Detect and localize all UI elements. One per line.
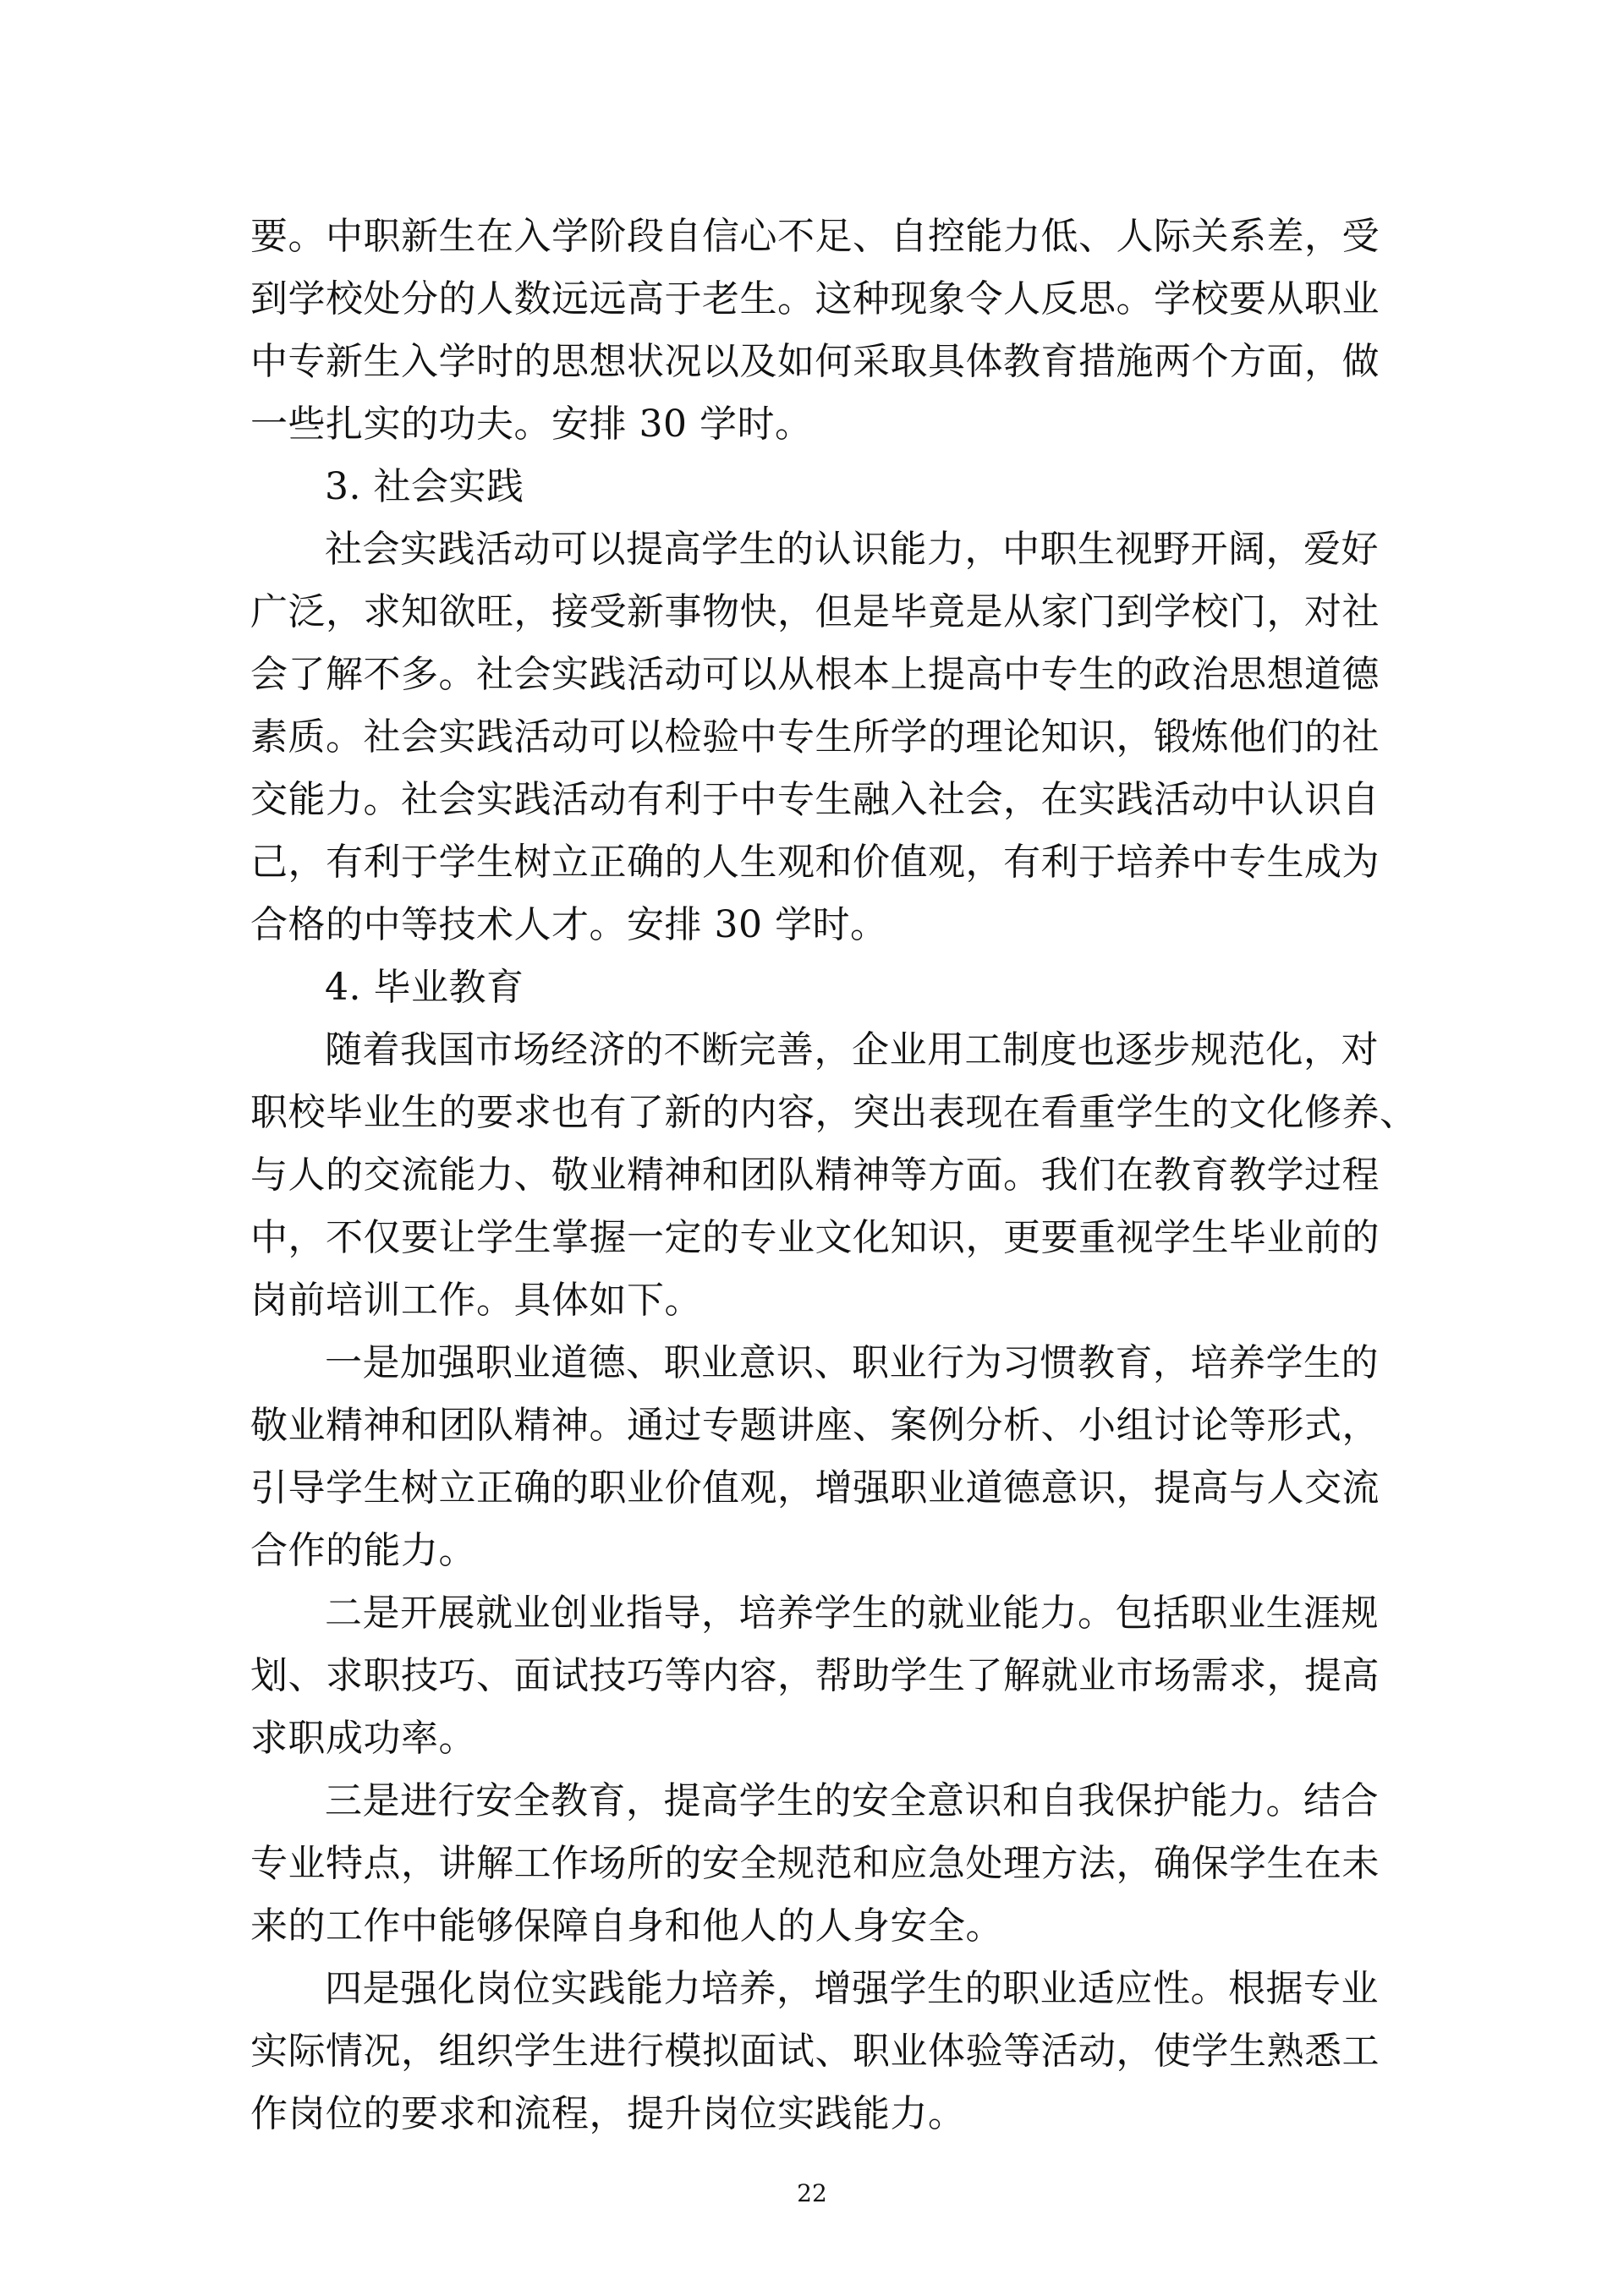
text-line: 敬业精神和团队精神。通过专题讲座、案例分析、小组讨论等形式， bbox=[250, 1404, 1380, 1447]
text-line: 三是进行安全教育，提高学生的安全意识和自我保护能力。结合 bbox=[325, 1779, 1379, 1822]
text-line: 一是加强职业道德、职业意识、职业行为习惯教育，培养学生的 bbox=[325, 1341, 1379, 1384]
text-line: 划、求职技巧、面试技巧等内容，帮助学生了解就业市场需求，提高 bbox=[250, 1654, 1380, 1697]
page-number: 22 bbox=[797, 2179, 827, 2207]
text-line: 实际情况，组织学生进行模拟面试、职业体验等活动，使学生熟悉工 bbox=[250, 2030, 1380, 2073]
text-line: 中，不仅要让学生掌握一定的专业文化知识，更要重视学生毕业前的 bbox=[250, 1216, 1380, 1259]
text-line: 二是开展就业创业指导，培养学生的就业能力。包括职业生涯规 bbox=[325, 1592, 1379, 1635]
text-line: 一些扎实的功夫。安排 30 学时。 bbox=[250, 403, 813, 446]
text-line: 社会实践活动可以提高学生的认识能力，中职生视野开阔，爱好 bbox=[325, 528, 1379, 571]
text-line: 会了解不多。社会实践活动可以从根本上提高中专生的政治思想道德 bbox=[250, 653, 1380, 696]
text-line: 作岗位的要求和流程，提升岗位实践能力。 bbox=[250, 2092, 966, 2135]
text-line: 求职成功率。 bbox=[250, 1717, 476, 1760]
text-line: 引导学生树立正确的职业价值观，增强职业道德意识，提高与人交流 bbox=[250, 1466, 1380, 1510]
text-line: 到学校处分的人数远远高于老生。这种现象令人反思。学校要从职业 bbox=[250, 277, 1380, 321]
text-line: 素质。社会实践活动可以检验中专生所学的理论知识，锻炼他们的社 bbox=[250, 715, 1380, 759]
text-line: 四是强化岗位实践能力培养，增强学生的职业适应性。根据专业 bbox=[325, 1967, 1379, 2010]
text-line: 与人的交流能力、敬业精神和团队精神等方面。我们在教育教学过程 bbox=[250, 1153, 1380, 1197]
text-line: 职校毕业生的要求也有了新的内容，突出表现在看重学生的文化修养、 bbox=[250, 1091, 1418, 1134]
section-heading: 4. 毕业教育 bbox=[325, 966, 524, 1009]
text-line: 要。中职新生在入学阶段自信心不足、自控能力低、人际关系差，受 bbox=[250, 215, 1380, 258]
text-line: 合格的中等技术人才。安排 30 学时。 bbox=[250, 903, 888, 946]
text-line: 随着我国市场经济的不断完善，企业用工制度也逐步规范化，对 bbox=[325, 1028, 1379, 1071]
text-line: 己，有利于学生树立正确的人生观和价值观，有利于培养中专生成为 bbox=[250, 841, 1380, 884]
text-line: 合作的能力。 bbox=[250, 1529, 476, 1572]
text-line: 岗前培训工作。具体如下。 bbox=[250, 1279, 702, 1322]
text-line: 中专新生入学时的思想状况以及如何采取具体教育措施两个方面，做 bbox=[250, 340, 1380, 383]
text-line: 专业特点，讲解工作场所的安全规范和应急处理方法，确保学生在未 bbox=[250, 1842, 1380, 1885]
text-line: 广泛，求知欲旺，接受新事物快，但是毕竟是从家门到学校门，对社 bbox=[250, 590, 1380, 633]
text-line: 交能力。社会实践活动有利于中专生融入社会，在实践活动中认识自 bbox=[250, 778, 1380, 821]
section-heading: 3. 社会实践 bbox=[325, 465, 524, 508]
text-line: 来的工作中能够保障自身和他人的人身安全。 bbox=[250, 1904, 1003, 1948]
